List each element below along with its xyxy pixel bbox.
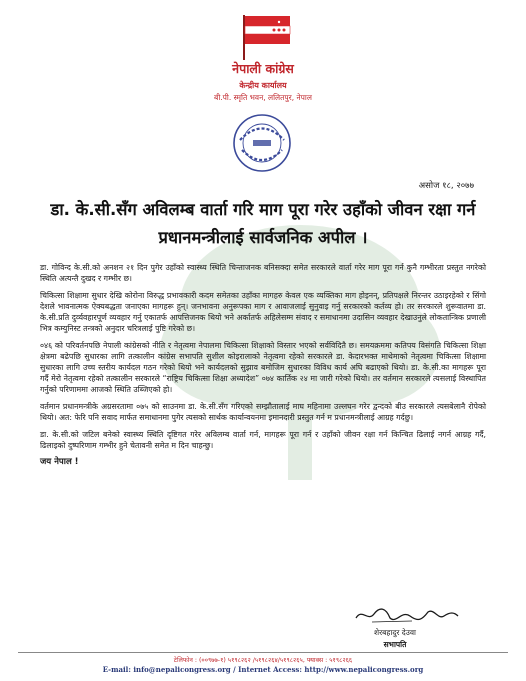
footer-contact: टेलिफोन : (००९७७-१) ५१९८२६२ /५१९८२६४/५१९८२६५, फ्याक्स : ५१९८२६६ (173, 657, 353, 664)
letter-date: असोज १८, २०७७ (418, 181, 474, 191)
letterhead (0, 0, 526, 110)
body-paragraph: ०४६ को परिवर्तनपछि नेपाली कांग्रेसको नीति र नेतृत्वमा नेपालमा चिकित्सा शिक्षाको विस्तार भएको सर्वविदितै छ। समयक्रममा कतिपय विसंगति चिकित्सा शिक्षा क्षेत्रमा बढेपछि सुधारका लागि तत्कालीन कांग्रेस सभापति सुशील कोइरालाको नेतृत्वमा रहेको सरकारले डा. केदारभक्त माथेमाको नेतृत्वमा चिकित्सा शिक्षामा सुधारका लागि उच्च स्तरीय कार्यदल गठन गरेको थियो भने कार्यदलको सुझाव बमोजिम सुधारका विविध कार्य अघि बढाएको थियो। डा. के.सी.का मागहरू पूरा गर्दै मेरो नेतृत्वमा रहेको तत्कालीन सरकारले “राष्ट्रिय चिकित्सा शिक्षा अध्यादेश” ०७४ कार्तिक २४ मा जारी गरेको थियो। तर वर्तमान सरकारले त्यसलाई विस्थापित गर्नुको परिणाममा आजको स्थिति उब्जिएको हो। (40, 341, 486, 394)
body-paragraph: डा. गोविन्द के.सी.को अनशन २१ दिन पुगेर उहाँको स्वास्थ्य स्थिति चिन्ताजनक बनिसक्दा समेत सरकारले वार्ता गरेर माग पूरा गर्न कुनै गम्भीरता प्रस्तुत नगरेको स्थिति अत्यन्तै दुखद र गम्भीर छ। (40, 263, 486, 283)
body-paragraph: चिकित्सा शिक्षामा सुधार देखि कोरोना विरुद्ध प्रभावकारी कदम समेतका उहाँका मागहरु केवल एक व्यक्तिका माग होइनन्, प्रतिपक्षले निरन्तर उठाइरहेको र सिंगो देशले भावनात्मक ऐक्यबद्धता जनाएका मागहरू हुन्। जनभावना अनुरूपका माग र आवाजलाई सुनुवाइ गर्नु सरकारको कर्तव्य हो। तर सरकारले शुरूवातमा डा. के.सी.प्रति दुर्व्यवहारपूर्ण व्यवहार गर्नु एकातर्फ आपत्तिजनक थियो भने अर्कातर्फ अहिलेसम्म संवाद र समाधानमा उदासिन व्यवहार देखाउनुले लोकतान्त्रिक प्रणाली भित्र कम्युनिस्ट तन्त्रको अनुदार चरित्रलाई पुष्टि गरेको छ। (40, 291, 486, 333)
organization-name: नेपाली कांग्रेस (232, 61, 294, 76)
handwritten-signature (352, 604, 462, 626)
footer-web: E-mail: info@nepalicongress.org / Internet Access: http://www.nepalicongress.org (102, 665, 424, 674)
office-address: बी.पी. स्मृति भवन, ललितपुर, नेपाल (214, 93, 312, 102)
flag-logo-icon (238, 12, 298, 60)
signer-name: शेरबहादुर देउवा (373, 628, 416, 637)
signer-title: सभापति (383, 640, 407, 649)
body-paragraph: वर्तमान प्रधानमन्त्रीके अग्रसरतामा ०७५ को साउनमा डा. के.सी.सँग गरिएको सम्झौतालाई माघ महिनामा उल्लघन गरेर द्वन्दको बीउ सरकारले त्यसबेलानै रोपेको थियो। अत: फेरि पनि सवाद मार्फत समाधानमा पुगेर त्यसको सार्थक कार्यान्वयनमा इमानदारी प्रस्तुत गर्न म प्रधानमन्त्रीलाई आग्रह गर्दछु। (40, 402, 486, 422)
closing-salutation: जय नेपाल ! (40, 457, 79, 467)
body-paragraph: डा. के.सी.को जटिल बनेको स्वास्थ्य स्थिति दृष्टिगत गरेर अविलम्ब वार्ता गर्न, मागहरू पूरा गर्न र उहाँको जीवन रक्षा गर्न किन्चित ढिलाई नगर्न आग्रह गर्दै, ढिलाइको दुष्परिणाम गम्भीर हुने चेतावनी समेत म दिन चाहन्छु। (40, 430, 486, 450)
letter-title: डा. के.सी.सँग अविलम्ब वार्ता गरि माग पूरा गरेर उहाँको जीवन रक्षा गर्न प्रधानमन्त्रीलाई सार्वजनिक अपील । (50, 200, 476, 247)
letter-body (40, 262, 486, 468)
office-seal-stamp (231, 112, 293, 174)
footer-divider (18, 652, 508, 653)
office-name: केन्द्रीय कार्यालय (239, 81, 287, 90)
